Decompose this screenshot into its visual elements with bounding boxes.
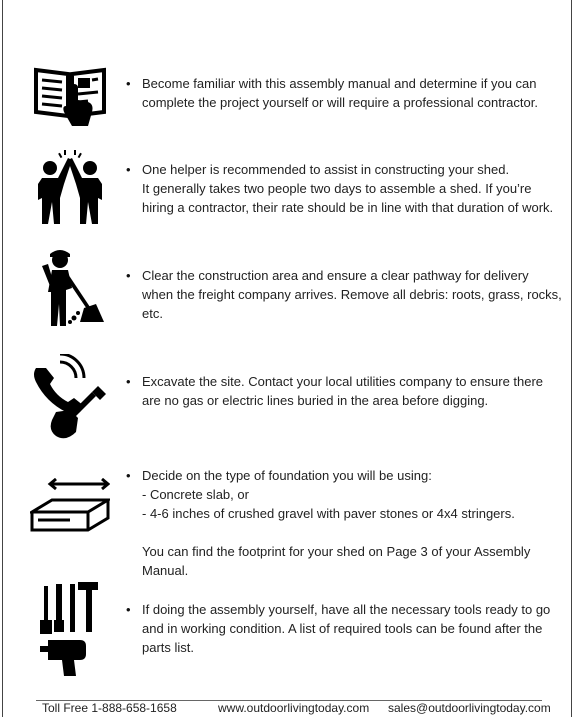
bullet: • [126,468,131,483]
phone-and-shovel-icon [30,354,112,440]
footer-email[interactable]: sales@outdoorlivingtoday.com [388,701,551,715]
step-5-line-1: Decide on the type of foundation you will be using: [142,468,432,483]
step-5-line-2: - Concrete slab, or [142,487,249,502]
step-5-line-5: You can find the footprint for your shed on Page 3 of your Assembly Manual. [142,544,531,578]
footer-website[interactable]: www.outdoorlivingtoday.com [218,701,370,715]
step-6-line: If doing the assembly yourself, have all the necessary tools ready to go and in working condition. A list of required tools can be found after the parts list. [142,602,551,655]
step-1-line: Become familiar with this assembly manual and determine if you can complete the project yourself or will require a professional contractor. [142,76,538,110]
step-3-text [142,266,562,323]
worker-sweeping-icon [40,248,106,326]
step-3-line: Clear the construction area and ensure a clear pathway for delivery when the freight company arrives. Remove all debris: roots, grass, rocks, etc. [142,268,562,321]
step-4-text [142,372,562,410]
step-2-text [142,160,562,217]
step-5-line-3: - 4-6 inches of crushed gravel with paver stones or 4x4 stringers. [142,506,515,521]
step-4-line: Excavate the site. Contact your local utilities company to ensure there are no gas or electric lines buried in the area before digging. [142,374,544,408]
foundation-slab-icon [30,478,110,534]
bullet: • [126,602,131,617]
step-6-text [142,600,562,657]
two-people-high-five-icon [34,150,108,226]
spacer [142,523,568,542]
bullet: • [126,162,131,177]
step-2-line-2: It generally takes two people two days to assemble a shed. If you’re hiring a contractor, their rate should be in line with that duration of work. [142,181,554,215]
bullet: • [126,374,131,389]
footer-phone: Toll Free 1-888-658-1658 [42,701,177,715]
step-1-text [142,74,562,112]
reading-manual-icon [30,60,110,128]
tools-icon [40,580,100,678]
step-2-line-1: One helper is recommended to assist in constructing your shed. [142,162,510,177]
bullet: • [126,76,131,91]
bullet: • [126,268,131,283]
step-5-text [142,466,568,580]
